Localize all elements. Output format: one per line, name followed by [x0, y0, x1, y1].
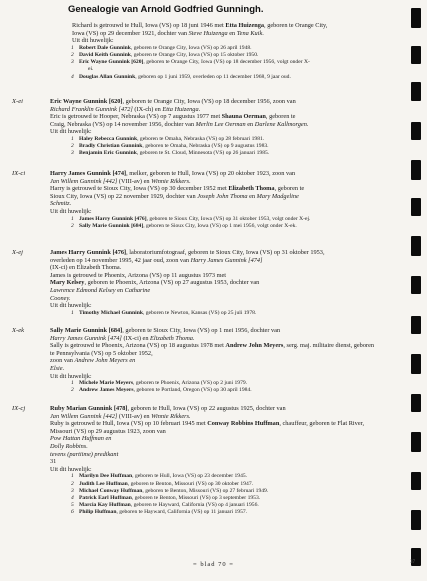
paragraph: Harry is getrouwd te Sioux City, Iowa (VS) op 30 december 1952 met Elizabeth Thoma, geboren te — [50, 185, 305, 193]
list-item: 1 Timothy Michael Gunnink, geboren te Newton, Kansas (VS) op 25 juli 1978. — [71, 309, 257, 316]
child-list — [50, 310, 380, 317]
list-item: 2 Judith Lee Huffman, geboren te Benton, Missouri (VS) op 30 oktober 1947. — [71, 480, 254, 487]
generation-code: X-ei — [12, 98, 23, 105]
paragraph: Ruby Marian Gunnink [478], geboren te Hull, Iowa (VS) op 22 augustus 1925, dochter van — [50, 405, 286, 412]
paragraph: zoon van Andrew John Meyers en — [50, 357, 136, 365]
paragraph: Eric is getrouwd te Hooper, Nebraska (VS) op 7 augustus 1977 met Shauna Oerman, geboren te — [50, 113, 296, 121]
child-list — [50, 45, 380, 81]
paragraph: Ruby is getrouwd te Hull, Iowa (VS) op 10 februari 1945 met Conway Robbins Huffman, chauffeur, geboren te Flat River, Missouri (VS) op 29 augustus 1923, zoon van — [50, 420, 365, 435]
paragraph: Pow Hattan Huffman en — [50, 435, 112, 443]
paragraph: Harry James Gunnink [474] (IX-ci) en Elizabeth Thoma. — [50, 334, 195, 342]
list-item: 2 Andrew James Meyers, geboren te Portland, Oregon (VS) op 30 april 1984. — [71, 387, 252, 394]
list-item: 6 Philip Huffman, geboren te Hayward, California (VS) op 11 januari 1957. — [71, 509, 248, 516]
list-item: 1 Haley Rebecca Gunnink, geboren te Omaha, Nebraska (VS) op 28 februari 1981. — [71, 135, 265, 142]
paragraph: (IX-ci) en Elizabeth Thoma. — [50, 264, 122, 272]
list-item-continued: ei. — [88, 66, 94, 73]
child-list — [50, 216, 380, 230]
paragraph: Jan Willem Gunnink [442] (VIII-av) en Winnie Rikkers. — [50, 412, 191, 420]
page-header: Genealogie van Arnold Godfried Gunningh. — [68, 4, 264, 15]
marriage-label: Uit dit huwelijk: — [50, 207, 92, 215]
list-item: 1 James Harry Gunnink [476], geboren te Sioux City, Iowa (VS) op 31 oktober 1953, volgt onder X-ej. — [71, 215, 311, 222]
paragraph: Craig, Nebraska (VS) op 14 november 1956, dochter van Merlin Lee Oerman en Darlene Kallmorgen. — [50, 120, 309, 128]
paragraph: James Harry Gunnink [476], laboratoriumfotograaf, geboren te Sioux City, Iowa (VS) op 31 oktober 1953, — [50, 249, 325, 256]
paragraph: Elsie. — [50, 364, 65, 372]
list-item: 3 Benjamin Eric Gunnink, geboren te St. Cloud, Minnesota (VS) op 26 januari 1985. — [71, 150, 270, 157]
paragraph: Sally is getrouwd te Phoenix, Arizona (VS) op 18 augustus 1978 met Andrew John Meyers, serg. maj. militaire dienst, geboren te Pennsylvania (VS) op 5 oktober 1952, — [50, 342, 375, 357]
section-xei — [12, 98, 380, 158]
paragraph: Richard is getrouwd te Hull, Iowa (VS) op 18 juni 1946 met Etta Huizenga, geboren te Orange City, — [72, 22, 328, 29]
marriage-label: Uit dit huwelijk: — [50, 372, 92, 380]
list-item: 4 Douglas Allan Gunnink, geboren op 1 juni 1959, overleden op 11 december 1968, 9 jaar oud. — [71, 73, 291, 80]
child-list — [50, 380, 380, 394]
marriage-label: Uit dit huwelijk: — [50, 128, 92, 136]
child-list — [50, 136, 380, 158]
paragraph: Sally Marie Gunnink [684], geboren te Sioux City, Iowa (VS) op 1 mei 1956, dochter van — [50, 327, 281, 334]
section-ixci — [12, 170, 380, 230]
section-xek — [12, 327, 380, 395]
section-ixcj — [12, 405, 380, 517]
list-item: 1 Michele Marie Meyers, geboren te Phoenix, Arizona (VS) op 2 juni 1979. — [71, 380, 248, 387]
list-item: 3 Eric Wayne Gunnink [620], geboren te Orange City, Iowa (VS) op 18 december 1956, volgt onder X- — [71, 59, 310, 66]
paragraph: Eric Wayne Gunnink [620], geboren te Orange City, Iowa (VS) op 18 december 1956, zoon van — [50, 98, 296, 105]
list-item: 1 Robert Dale Gunnink, geboren te Orange City, Iowa (VS) op 26 april 1948. — [71, 44, 252, 51]
paragraph: Lawrence Edmond Kelsey en Catharine — [50, 286, 151, 294]
list-item: 2 David Keith Gunnink, geboren te Orange City, Iowa (VS) op 15 oktober 1950. — [71, 51, 259, 58]
list-item: 2 Bradly Christian Gunnink, geboren te Omaha, Nebraska (VS) op 9 augustus 1983. — [71, 143, 269, 150]
generation-code: X-ek — [12, 327, 25, 334]
page-number-mark: 37 — [410, 560, 415, 565]
generation-code: X-ej — [12, 249, 23, 256]
list-item: 1 Marilyn Dee Huffman, geboren te Hull, Iowa (VS) op 23 december 1945. — [71, 473, 248, 480]
child-list — [50, 473, 380, 516]
generation-code: IX-ci — [12, 170, 26, 177]
generation-code: IX-cj — [12, 405, 26, 412]
list-item: 2 Sally Marie Gunnink [684], geboren te Sioux City, Iowa (VS) op 1 mei 1956, volgt onder X-ek. — [71, 222, 297, 229]
paragraph: James is getrouwd te Phoenix, Arizona (VS) op 11 augustus 1973 met — [50, 271, 227, 279]
paragraph: Mary Kelsey, geboren te Phoenix, Arizona (VS) op 27 augustus 1953, dochter van — [50, 279, 260, 287]
list-item: 4 Patrick Earl Huffman, geboren te Benton, Missouri (VS) op 3 september 1953. — [71, 494, 261, 501]
paragraph: Harry James Gunnink [474], melker, geboren te Hull, Iowa (VS) op 20 oktober 1923, zoon van — [50, 170, 296, 177]
list-item: 3 Michael Conway Huffman, geboren te Benton, Missouri (VS) op 27 februari 1949. — [71, 487, 269, 494]
paragraph: Sioux City, Iowa (VS) op 22 november 1929, dochter van Joseph John Thoma en Mary Madgeline — [50, 192, 299, 200]
page-footer: = blad 70 = — [193, 561, 234, 568]
paragraph: Richard Franklin Gunnink [472] (IX-ch) en Etta Huizenga. — [50, 105, 201, 113]
marriage-label: Uit dit huwelijk: — [50, 302, 92, 310]
paragraph: Jan Willem Gunnink [442] (VIII-av) en Winnie Rikkers. — [50, 177, 191, 185]
marriage-label: Uit dit huwelijk: — [50, 465, 92, 473]
paragraph: tevens (partiime) predikant — [50, 450, 119, 458]
paragraph: Iowa (VS) op 29 december 1921, dochter van Steve Huizenga en Tena Kuik. — [72, 29, 264, 37]
marriage-label: Uit dit huwelijk: — [72, 37, 114, 45]
paragraph: Cooney. — [50, 294, 71, 302]
paragraph: 31 — [50, 458, 57, 466]
paragraph: overleden op 14 november 1995, 42 jaar oud, zoon van Harry James Gunnink [474] — [50, 256, 263, 264]
list-item: 5 Marcia Kay Huffman, geboren te Hayward, California (VS) op 4 januari 1956. — [71, 502, 259, 509]
section-xej — [12, 249, 380, 317]
paragraph: Schmitz. — [50, 200, 72, 208]
paragraph: Dolly Robbins. — [50, 442, 88, 450]
section-richard — [50, 22, 380, 81]
